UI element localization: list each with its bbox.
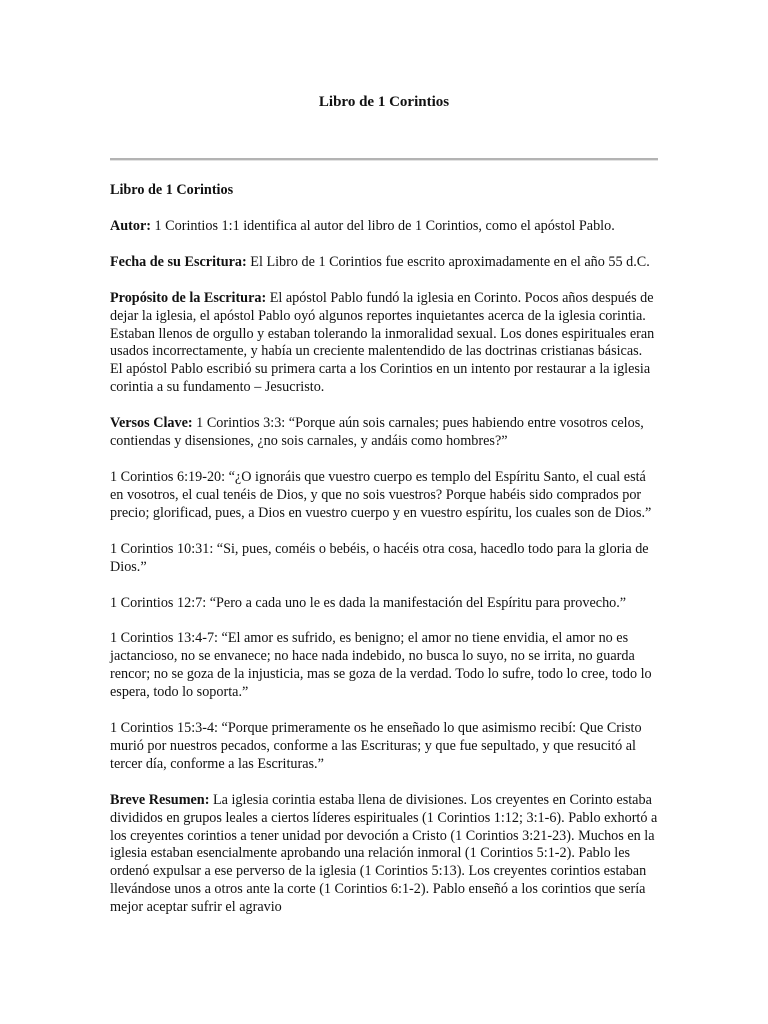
verse-paragraph: 1 Corintios 12:7: “Pero a cada uno le es dada la manifestación del Espíritu para provecho.” [110, 594, 627, 611]
autor-paragraph [110, 218, 658, 236]
section-heading: Libro de 1 Corintios [110, 182, 234, 198]
fecha-label: Fecha de su Escritura: [110, 253, 247, 270]
horizontal-divider [110, 158, 658, 161]
fecha-text: El Libro de 1 Corintios fue escrito aproximadamente en el año 55 d.C. [246, 253, 650, 270]
verse-paragraph: 1 Corintios 10:31: “Si, pues, coméis o bebéis, o hacéis otra cosa, hacedlo todo para la gloria de Dios.” [110, 540, 649, 575]
proposito-label: Propósito de la Escritura: [110, 289, 267, 306]
verse-paragraph: 1 Corintios 15:3-4: “Porque primeramente os he enseñado lo que asimismo recibí: Que Cristo murió por nuestros pecados, conforme a las Escrituras; y que fue sepultado, y que resucitó al tercer día, conforme a las Escrituras.” [110, 720, 642, 772]
document-body [110, 182, 658, 935]
verse-paragraph: 1 Corintios 13:4-7: “El amor es sufrido, es benigno; el amor no tiene envidia, el amor no es jactancioso, no se envanece; no hace nada indebido, no busca lo suyo, no se irrita, no guarda rencor; no se goza de la injusticia, mas se goza de la verdad. Todo lo sufre, todo lo cree, todo lo espera, todo lo soporta.” [110, 630, 652, 701]
resumen-paragraph [110, 792, 658, 917]
resumen-label: Breve Resumen: [110, 791, 210, 808]
versos-clave-label: Versos Clave: [110, 415, 193, 432]
autor-text: 1 Corintios 1:1 identifica al autor del libro de 1 Corintios, como el apóstol Pablo. [150, 217, 615, 234]
versos-clave-text: 1 Corintios 3:3: “Porque aún sois carnales; pues habiendo entre vosotros celos, contiendas y disensiones, ¿no sois carnales, y andáis como hombres?” [110, 415, 644, 450]
autor-label: Autor: [110, 217, 151, 234]
proposito-text: El apóstol Pablo fundó la iglesia en Corinto. Pocos años después de dejar la iglesia, el apóstol Pablo oyó algunos reportes inquietantes acerca de la iglesia corintia. Estaban llenos de orgullo y estaban tolerando la inmoralidad sexual. Los dones espirituales eran usados incorrectamente, y había un creciente malentendido de las doctrinas cristianas básicas. El apóstol Pablo escribió su primera carta a los Corintios en un intento por restaurar a la iglesia corintia a su fundamento – Jesucristo. [110, 289, 655, 396]
versos-clave-paragraph [110, 415, 658, 451]
proposito-paragraph [110, 290, 658, 397]
verse-paragraph: 1 Corintios 6:19-20: “¿O ignoráis que vuestro cuerpo es templo del Espíritu Santo, el cual está en vosotros, el cual tenéis de Dios, y que no sois vuestros? Porque habéis sido comprados por precio; glorificad, pues, a Dios en vuestro cuerpo y en vuestro espíritu, los cuales son de Dios.” [110, 468, 652, 521]
resumen-text: La iglesia corintia estaba llena de divisiones. Los creyentes en Corinto estaba divididos en grupos leales a ciertos líderes espirituales (1 Corintios 1:12; 3:1-6). Pablo exhortó a los creyentes corintios a tener unidad por devoción a Cristo (1 Corintios 3:21-23). Muchos en la iglesia estaban esencialmente aprobando una relación inmoral (1 Corintios 5:1-2). Pablo les ordenó expulsar a ese perverso de la iglesia (1 Corintios 5:13). Los creyentes corintios estaban llevándose unos a otros ante la corte (1 Corintios 6:1-2). Pablo enseñó a los corintios que sería mejor aceptar sufrir el agravio [110, 791, 658, 916]
page-title: Libro de 1 Corintios [318, 94, 450, 110]
fecha-paragraph [110, 254, 658, 272]
